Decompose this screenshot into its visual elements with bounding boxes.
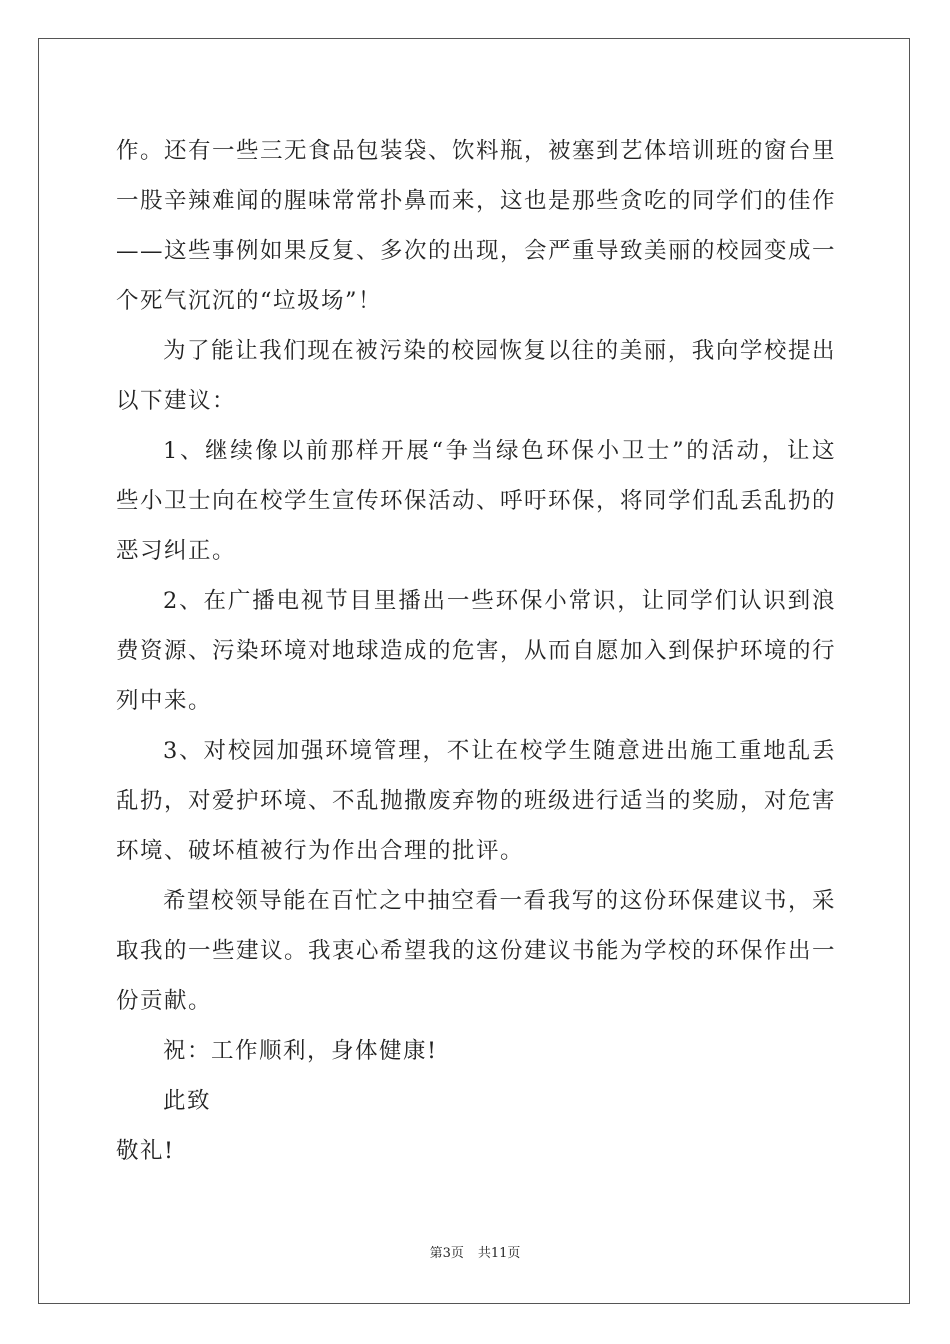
page-number: 第3页 — [429, 1246, 464, 1261]
document-body — [116, 126, 836, 1176]
text-line-6: 以下建议： — [116, 388, 237, 414]
text-line-4: 个死气沉沉的“垃圾场”！ — [116, 288, 383, 314]
text-line-19: 祝：工作顺利，身体健康! — [163, 1038, 438, 1064]
text-line-9: 恶习纠正。 — [116, 538, 237, 564]
text-line-15: 环境、破坏植被行为作出合理的批评。 — [116, 838, 525, 864]
page-footer — [0, 1246, 950, 1262]
text-line-21: 敬礼! — [116, 1138, 175, 1164]
text-line-5: 为了能让我们现在被污染的校园恢复以往的美丽，我向学校提出 — [163, 338, 836, 364]
text-line-7: 1、继续像以前那样开展“争当绿色环保小卫士”的活动，让这 — [163, 438, 836, 464]
text-line-20: 此致 — [163, 1088, 212, 1114]
text-line-2: 一股辛辣难闻的腥味常常扑鼻而来，这也是那些贪吃的同学们的佳作 — [116, 188, 836, 214]
text-line-16: 希望校领导能在百忙之中抽空看一看我写的这份环保建议书，采 — [163, 888, 836, 914]
text-line-10: 2、在广播电视节目里播出一些环保小常识，让同学们认识到浪 — [163, 588, 836, 614]
text-line-1: 作。还有一些三无食品包装袋、饮料瓶，被塞到艺体培训班的窗台里 — [116, 138, 836, 164]
text-line-12: 列中来。 — [116, 688, 213, 714]
text-line-3: ——这些事例如果反复、多次的出现，会严重导致美丽的校园变成一 — [116, 238, 836, 264]
page-total: 共11页 — [477, 1246, 521, 1261]
text-line-17: 取我的一些建议。我衷心希望我的这份建议书能为学校的环保作出一 — [116, 938, 836, 964]
text-line-13: 3、对校园加强环境管理，不让在校学生随意进出施工重地乱丢 — [163, 738, 836, 764]
text-line-11: 费资源、污染环境对地球造成的危害，从而自愿加入到保护环境的行 — [116, 638, 836, 664]
text-line-18: 份贡献。 — [116, 988, 213, 1014]
text-line-14: 乱扔，对爱护环境、不乱抛撒废弃物的班级进行适当的奖励，对危害 — [116, 788, 836, 814]
text-line-8: 些小卫士向在校学生宣传环保活动、呼吁环保，将同学们乱丢乱扔的 — [116, 488, 836, 514]
